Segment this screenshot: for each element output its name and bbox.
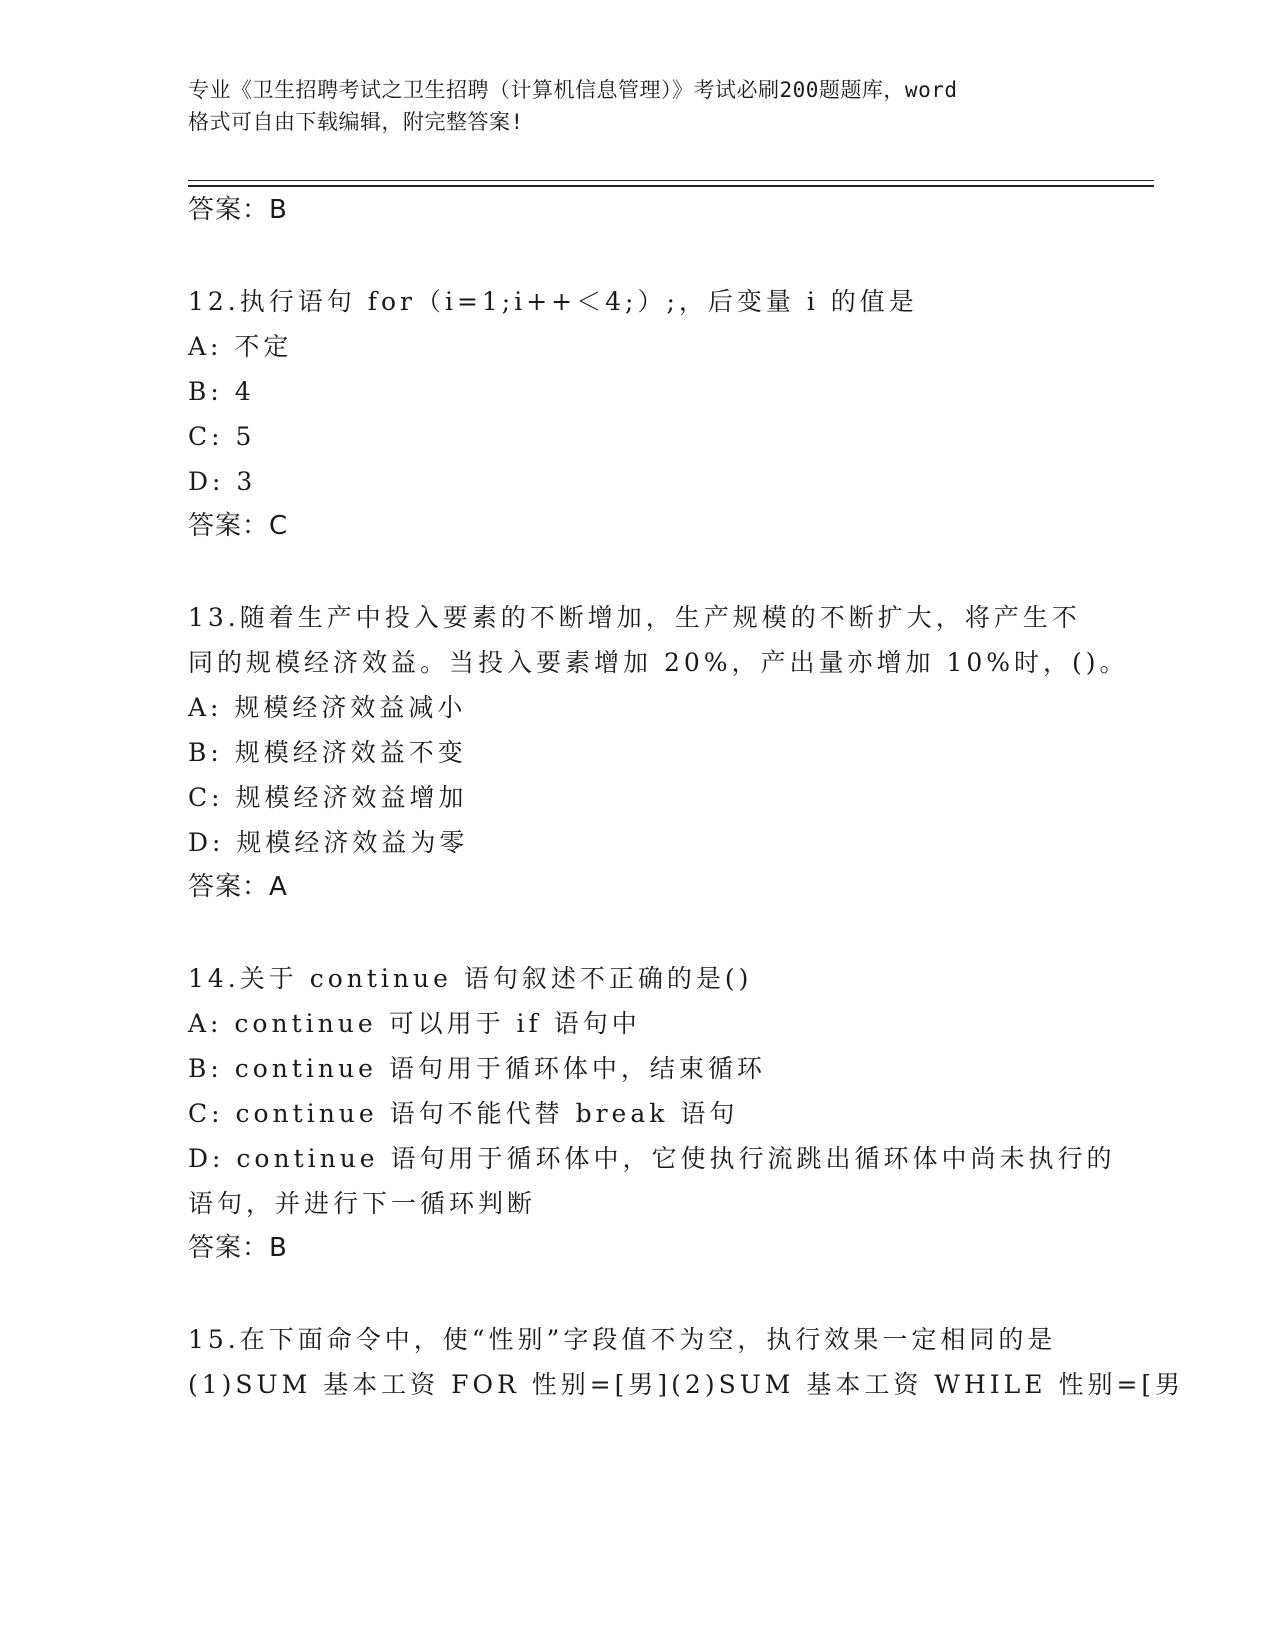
question-stem-continued: 同的规模经济效益。当投入要素增加 20%，产出量亦增加 10%时，()。: [188, 648, 1129, 677]
question-stem: 13.随着生产中投入要素的不断增加，生产规模的不断扩大，将产生不: [188, 603, 1081, 632]
question-stem: 14.关于 continue 语句叙述不正确的是(): [188, 964, 753, 993]
option-c: C: 5: [188, 422, 256, 451]
header-divider: [188, 180, 1154, 187]
answer-label: 答案：B: [188, 195, 288, 225]
question-list: [188, 188, 1185, 1407]
answer-label: 答案：B: [188, 1233, 288, 1263]
question-14: [188, 956, 1116, 1271]
spacer: [188, 910, 1088, 956]
option-d-continued: 语句，并进行下一循环判断: [188, 1189, 537, 1218]
option-a: A: 不定: [188, 332, 293, 361]
answer-label: 答案：A: [188, 872, 288, 902]
header-line-2: 格式可自由下载编辑，附完整答案!: [188, 110, 524, 134]
question-12: [188, 279, 1088, 549]
option-a: A: continue 可以用于 if 语句中: [188, 1009, 641, 1038]
question-15: [188, 1317, 1185, 1407]
question-stem-continued: (1)SUM 基本工资 FOR 性别=[男](2)SUM 基本工资 WHILE 性别=[男: [188, 1370, 1185, 1399]
option-b: B: 4: [188, 377, 255, 406]
header-line-1: 专业《卫生招聘考试之卫生招聘（计算机信息管理）》考试必刷200题题库，word: [188, 78, 958, 102]
option-c: C: 规模经济效益增加: [188, 783, 468, 812]
spacer: [188, 549, 1088, 595]
option-d: D: 3: [188, 467, 257, 496]
option-d: D: 规模经济效益为零: [188, 828, 469, 857]
option-a: A: 规模经济效益减小: [188, 693, 467, 722]
question-13: [188, 595, 1129, 910]
option-c: C: continue 语句不能代替 break 语句: [188, 1099, 739, 1128]
option-b: B: 规模经济效益不变: [188, 738, 467, 767]
option-d: D: continue 语句用于循环体中，它使执行流跳出循环体中尚未执行的: [188, 1144, 1116, 1173]
question-stem: 12.执行语句 for（i=1;i++＜4;）;，后变量 i 的值是: [188, 287, 918, 316]
spacer: [188, 1271, 1088, 1317]
document-header: [188, 74, 1088, 138]
spacer: [188, 233, 1088, 279]
answer-label: 答案：C: [188, 511, 289, 541]
option-b: B: continue 语句用于循环体中，结束循环: [188, 1054, 766, 1083]
question-stem: 15.在下面命令中，使“性别”字段值不为空，执行效果一定相同的是: [188, 1325, 1057, 1354]
